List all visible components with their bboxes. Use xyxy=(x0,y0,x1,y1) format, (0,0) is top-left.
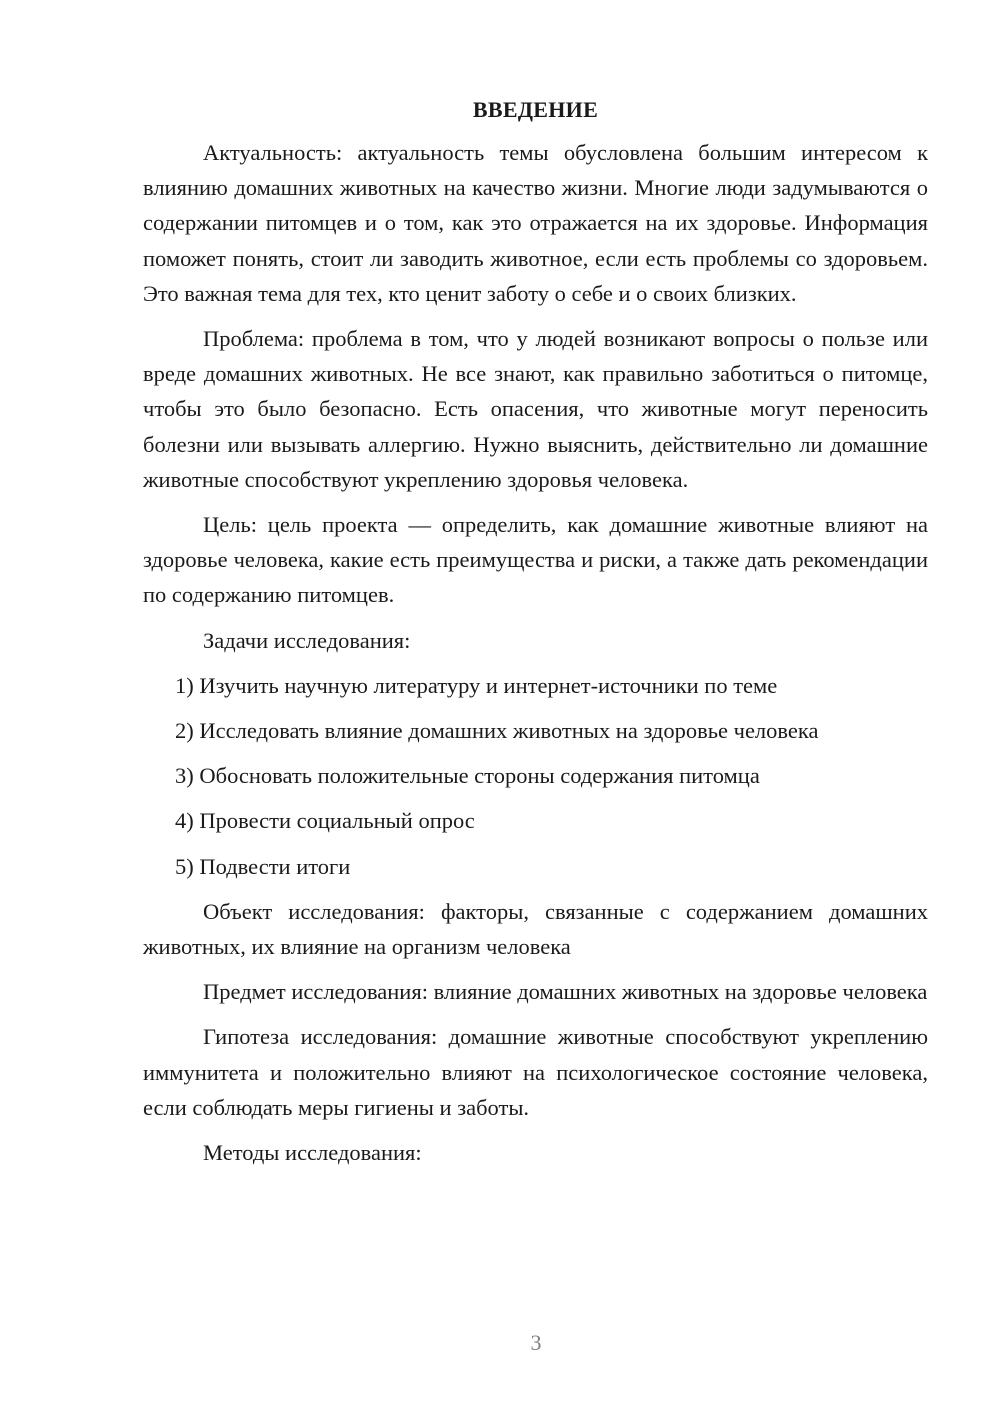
methods-heading: Методы исследования: xyxy=(203,1140,422,1166)
goal-paragraph: Цель: цель проекта — определить, как домашние животные влияют на здоровье человека, какие есть преимущества и риски, а также дать рекомендации по содержанию питомцев. xyxy=(143,512,928,608)
task-item-3: 3) Обосновать положительные стороны содержания питомца xyxy=(175,763,760,789)
task-item-4: 4) Провести социальный опрос xyxy=(175,808,475,834)
subject-paragraph: Предмет исследования: влияние домашних животных на здоровье человека xyxy=(203,979,928,1005)
task-item-2: 2) Исследовать влияние домашних животных на здоровье человека xyxy=(175,718,819,744)
tasks-heading: Задачи исследования: xyxy=(203,627,411,653)
section-title: ВВЕДЕНИЕ xyxy=(472,97,599,122)
problem-paragraph: Проблема: проблема в том, что у людей возникают вопросы о пользе или вреде домашних животных. Не все знают, как правильно заботиться о питомце, чтобы это было безопасно. Есть опасения, что животные могут переносить болезни или вызывать аллергию. Нужно выяснить, действительно ли домашние животные способствуют укреплению здоровья человека. xyxy=(143,326,928,492)
hypothesis-paragraph: Гипотеза исследования: домашние животные способствуют укреплению иммунитета и положительно влияют на психологическое состояние человека, если соблюдать меры гигиены и заботы. xyxy=(143,1024,928,1120)
tasks-list xyxy=(143,668,928,884)
object-paragraph: Объект исследования: факторы, связанные с содержанием домашних животных, их влияние на организм человека xyxy=(143,898,928,960)
task-item-5: 5) Подвести итоги xyxy=(175,853,351,879)
page-number: 3 xyxy=(530,1330,542,1355)
task-item-1: 1) Изучить научную литературу и интернет-источники по теме xyxy=(175,672,778,698)
page-content xyxy=(143,90,928,1180)
relevance-paragraph: Актуальность: актуальность темы обусловлена большим интересом к влиянию домашних животных на качество жизни. Многие люди задумываются о содержании питомцев и о том, как это отражается на их здоровье. Информация поможет понять, стоит ли заводить животное, если есть проблемы со здоровьем. Это важная тема для тех, кто ценит заботу о себе и о своих близких. xyxy=(143,140,928,306)
